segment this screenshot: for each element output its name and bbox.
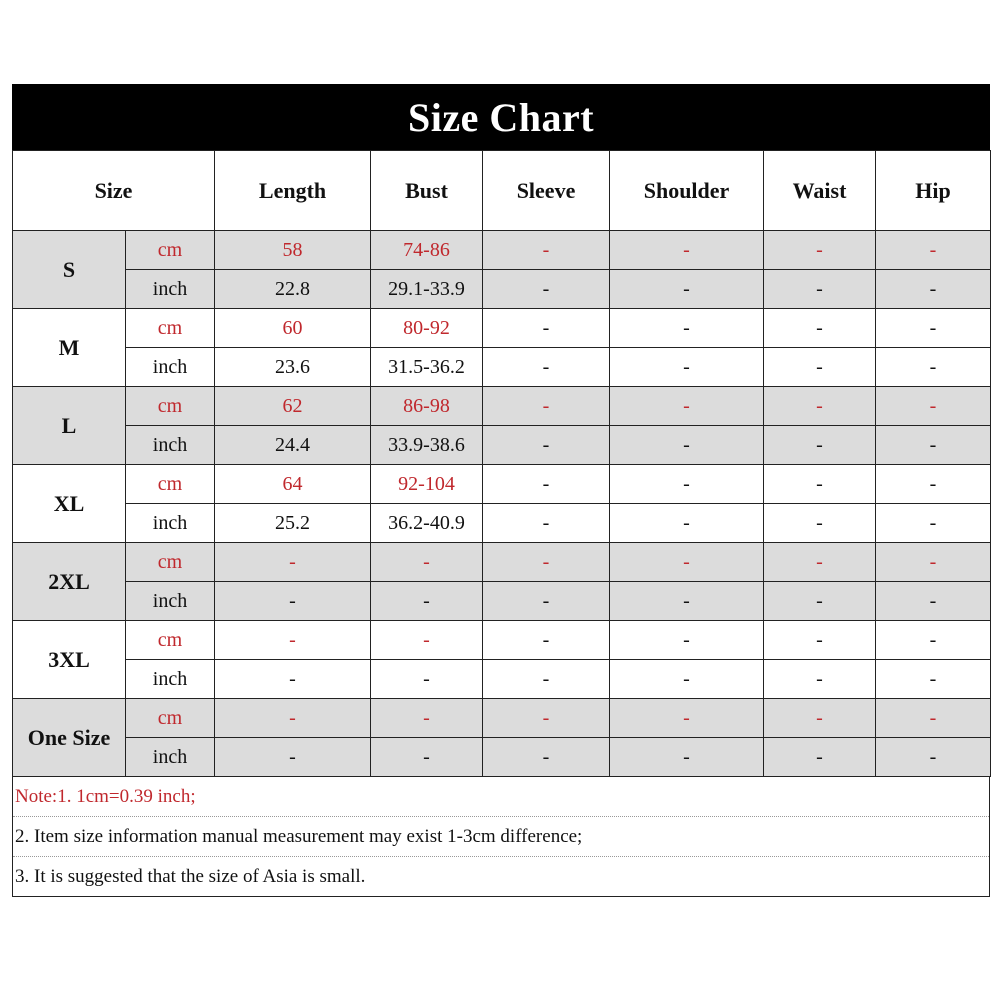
unit-label: inch bbox=[126, 426, 215, 465]
measurement-cell: - bbox=[483, 387, 610, 426]
measurement-cell: 80-92 bbox=[371, 309, 483, 348]
measurement-cell: 86-98 bbox=[371, 387, 483, 426]
measurement-cell: - bbox=[371, 699, 483, 738]
measurement-cell: - bbox=[764, 582, 876, 621]
measurement-cell: 23.6 bbox=[215, 348, 371, 387]
table-row bbox=[13, 309, 991, 348]
measurement-cell: - bbox=[876, 270, 991, 309]
measurement-cell: - bbox=[876, 699, 991, 738]
measurement-cell: - bbox=[764, 231, 876, 270]
measurement-cell: - bbox=[764, 504, 876, 543]
measurement-cell: - bbox=[764, 348, 876, 387]
table-row bbox=[13, 387, 991, 426]
table-row bbox=[13, 504, 991, 543]
unit-label: cm bbox=[126, 621, 215, 660]
header-shoulder: Shoulder bbox=[610, 151, 764, 231]
measurement-cell: - bbox=[215, 621, 371, 660]
note-line: 3. It is suggested that the size of Asia is small. bbox=[13, 856, 989, 896]
unit-label: inch bbox=[126, 504, 215, 543]
measurement-cell: - bbox=[610, 582, 764, 621]
unit-label: cm bbox=[126, 309, 215, 348]
measurement-cell: - bbox=[483, 270, 610, 309]
size-label: One Size bbox=[13, 699, 126, 777]
measurement-cell: - bbox=[371, 660, 483, 699]
measurement-cell: - bbox=[483, 660, 610, 699]
size-label: S bbox=[13, 231, 126, 309]
table-row bbox=[13, 270, 991, 309]
table-row bbox=[13, 660, 991, 699]
table-row bbox=[13, 738, 991, 777]
measurement-cell: - bbox=[483, 543, 610, 582]
measurement-cell: 24.4 bbox=[215, 426, 371, 465]
unit-label: cm bbox=[126, 231, 215, 270]
size-label: XL bbox=[13, 465, 126, 543]
table-row bbox=[13, 621, 991, 660]
measurement-cell: - bbox=[371, 582, 483, 621]
measurement-cell: - bbox=[371, 621, 483, 660]
measurement-cell: - bbox=[764, 543, 876, 582]
measurement-cell: - bbox=[483, 465, 610, 504]
header-size: Size bbox=[13, 151, 215, 231]
measurement-cell: - bbox=[876, 543, 991, 582]
table-row bbox=[13, 231, 991, 270]
measurement-cell: - bbox=[876, 309, 991, 348]
size-label: M bbox=[13, 309, 126, 387]
measurement-cell: 22.8 bbox=[215, 270, 371, 309]
measurement-cell: - bbox=[876, 582, 991, 621]
table-row bbox=[13, 582, 991, 621]
measurement-cell: - bbox=[876, 660, 991, 699]
measurement-cell: - bbox=[610, 621, 764, 660]
measurement-cell: 31.5-36.2 bbox=[371, 348, 483, 387]
unit-label: inch bbox=[126, 270, 215, 309]
header-hip: Hip bbox=[876, 151, 991, 231]
measurement-cell: - bbox=[610, 504, 764, 543]
measurement-cell: - bbox=[876, 504, 991, 543]
table-row bbox=[13, 543, 991, 582]
measurement-cell: - bbox=[215, 738, 371, 777]
measurement-cell: - bbox=[764, 660, 876, 699]
measurement-cell: 36.2-40.9 bbox=[371, 504, 483, 543]
unit-label: inch bbox=[126, 348, 215, 387]
unit-label: cm bbox=[126, 543, 215, 582]
measurement-cell: - bbox=[876, 465, 991, 504]
measurement-cell: - bbox=[764, 738, 876, 777]
measurement-cell: - bbox=[610, 387, 764, 426]
measurement-cell: - bbox=[371, 738, 483, 777]
header-bust: Bust bbox=[371, 151, 483, 231]
table-row bbox=[13, 348, 991, 387]
measurement-cell: - bbox=[876, 738, 991, 777]
header-waist: Waist bbox=[764, 151, 876, 231]
unit-label: cm bbox=[126, 465, 215, 504]
measurement-cell: - bbox=[610, 231, 764, 270]
size-table bbox=[12, 150, 991, 777]
header-row bbox=[13, 151, 991, 231]
size-table-body bbox=[13, 231, 991, 777]
table-row bbox=[13, 699, 991, 738]
measurement-cell: - bbox=[483, 738, 610, 777]
unit-label: inch bbox=[126, 738, 215, 777]
table-row bbox=[13, 465, 991, 504]
measurement-cell: 60 bbox=[215, 309, 371, 348]
measurement-cell: - bbox=[483, 621, 610, 660]
unit-label: cm bbox=[126, 699, 215, 738]
measurement-cell: 29.1-33.9 bbox=[371, 270, 483, 309]
measurement-cell: - bbox=[215, 699, 371, 738]
measurement-cell: - bbox=[371, 543, 483, 582]
notes-box bbox=[12, 777, 990, 897]
measurement-cell: - bbox=[610, 543, 764, 582]
chart-title: Size Chart bbox=[12, 84, 990, 150]
measurement-cell: - bbox=[610, 348, 764, 387]
measurement-cell: - bbox=[876, 426, 991, 465]
size-chart bbox=[12, 84, 990, 897]
measurement-cell: - bbox=[876, 231, 991, 270]
unit-label: inch bbox=[126, 582, 215, 621]
measurement-cell: - bbox=[764, 309, 876, 348]
table-row bbox=[13, 426, 991, 465]
note-line: Note:1. 1cm=0.39 inch; bbox=[15, 786, 196, 807]
measurement-cell: 33.9-38.6 bbox=[371, 426, 483, 465]
size-label: 2XL bbox=[13, 543, 126, 621]
measurement-cell: - bbox=[610, 699, 764, 738]
measurement-cell: - bbox=[876, 348, 991, 387]
measurement-cell: - bbox=[215, 582, 371, 621]
header-sleeve: Sleeve bbox=[483, 151, 610, 231]
measurement-cell: - bbox=[610, 738, 764, 777]
measurement-cell: 64 bbox=[215, 465, 371, 504]
measurement-cell: 62 bbox=[215, 387, 371, 426]
measurement-cell: - bbox=[483, 504, 610, 543]
unit-label: cm bbox=[126, 387, 215, 426]
measurement-cell: 92-104 bbox=[371, 465, 483, 504]
header-length: Length bbox=[215, 151, 371, 231]
measurement-cell: 25.2 bbox=[215, 504, 371, 543]
note-line: 2. Item size information manual measurement may exist 1-3cm difference; bbox=[13, 816, 989, 856]
measurement-cell: - bbox=[610, 309, 764, 348]
measurement-cell: - bbox=[483, 426, 610, 465]
measurement-cell: - bbox=[610, 660, 764, 699]
measurement-cell: - bbox=[483, 309, 610, 348]
measurement-cell: - bbox=[764, 270, 876, 309]
size-label: L bbox=[13, 387, 126, 465]
measurement-cell: - bbox=[215, 543, 371, 582]
measurement-cell: - bbox=[483, 348, 610, 387]
measurement-cell: - bbox=[764, 426, 876, 465]
measurement-cell: - bbox=[610, 270, 764, 309]
measurement-cell: - bbox=[610, 465, 764, 504]
measurement-cell: - bbox=[876, 621, 991, 660]
measurement-cell: - bbox=[610, 426, 764, 465]
measurement-cell: - bbox=[764, 465, 876, 504]
unit-label: inch bbox=[126, 660, 215, 699]
measurement-cell: - bbox=[764, 621, 876, 660]
size-label: 3XL bbox=[13, 621, 126, 699]
measurement-cell: - bbox=[483, 582, 610, 621]
measurement-cell: - bbox=[483, 231, 610, 270]
measurement-cell: - bbox=[483, 699, 610, 738]
measurement-cell: - bbox=[764, 387, 876, 426]
measurement-cell: - bbox=[215, 660, 371, 699]
measurement-cell: 74-86 bbox=[371, 231, 483, 270]
measurement-cell: - bbox=[764, 699, 876, 738]
measurement-cell: - bbox=[876, 387, 991, 426]
measurement-cell: 58 bbox=[215, 231, 371, 270]
